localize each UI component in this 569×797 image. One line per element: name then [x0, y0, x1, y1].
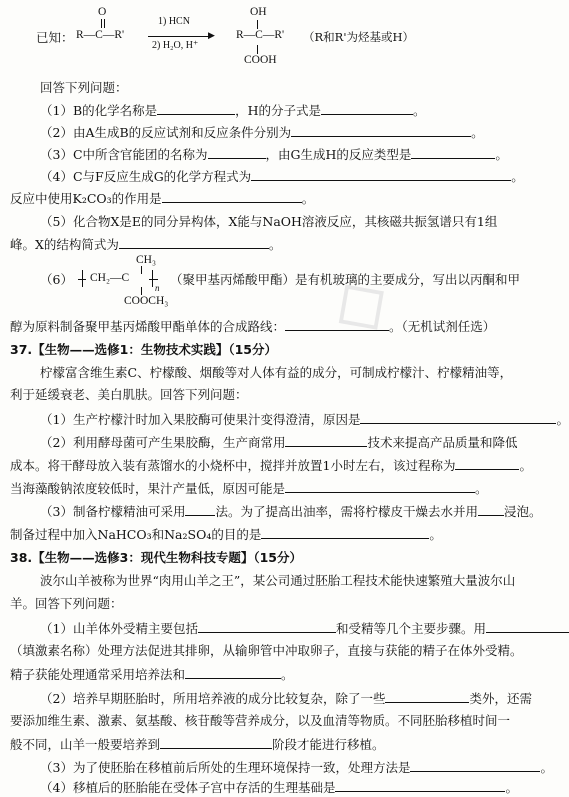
q38-2-cont2 [10, 736, 385, 753]
q37-2-text-e: 当海藻酸钠浓度较低时，果汁产量低，原因可能是 [10, 481, 286, 496]
hydroxyl-group: OH [250, 6, 267, 18]
q37-2-blank-c[interactable] [285, 480, 475, 493]
q38-3 [40, 759, 553, 776]
q36-6-cont [10, 318, 495, 335]
q36-intro: 回答下列问题： [40, 80, 128, 95]
reaction-note: （R和R'为烃基或H） [303, 30, 415, 44]
polymer-bond-right [149, 279, 158, 280]
q38-2-text-a: （2）培养早期胚胎时，所用培养液的成分比较复杂，除了一些 [40, 691, 386, 706]
q37-title: 37.【生物——选修1：生物技术实践】（15分） [10, 342, 277, 357]
q36-5-text-b: 峰。X的结构简式为 [10, 237, 119, 252]
q36-3 [40, 146, 508, 163]
q36-4-text-d: 。 [301, 191, 315, 206]
q37-2-text-a: （2）利用酵母菌可产生果胶酶，生产商常用 [40, 435, 286, 450]
q37-3-text-a: （3）制备柠檬精油可采用 [40, 504, 186, 519]
q37-2-blank-a[interactable] [285, 434, 367, 447]
q36-1-blank-b[interactable] [321, 102, 413, 115]
q37-3-cont [10, 526, 442, 543]
q38-1-text-d: 精子获能处理通常采用培养法和 [10, 667, 186, 682]
q37-3-blank-c[interactable] [261, 526, 429, 539]
reaction-prefix: 已知： [36, 30, 74, 45]
q36-4-blank-a[interactable] [251, 168, 511, 181]
q37-3-text-b: 法。为了提高出油率，需将柠檬皮干燥去水并用 [215, 504, 478, 519]
q36-3-blank-a[interactable] [208, 146, 266, 159]
carboxyl-group: COOH [244, 54, 277, 66]
polymer-n: n [155, 283, 160, 293]
q36-6-num: （6） [40, 272, 73, 287]
q38-para-2: 羊。回答下列问题： [10, 596, 123, 611]
q37-3 [40, 503, 542, 520]
q36-3-text-c: 。 [495, 147, 508, 162]
reaction-step-2: 2) H₂O, H⁺ [152, 40, 199, 51]
q38-1-text-b: 和受精等几个主要步骤。用 [335, 621, 486, 636]
double-bond-left [101, 19, 102, 28]
q37-3-blank-b[interactable] [478, 503, 504, 516]
q37-2-blank-b[interactable] [455, 457, 519, 470]
q38-2-text-d: 般不同，山羊一般要培养到 [10, 737, 161, 752]
q37-2 [40, 434, 517, 451]
q36-1-blank-a[interactable] [157, 102, 235, 115]
reactant: R—C—R' [76, 29, 125, 41]
double-bond-right [104, 19, 105, 28]
q38-para-1: 波尔山羊被称为世界“肉用山羊之王”，某公司通过胚胎工程技术能快速繁殖大量波尔山 [40, 573, 516, 588]
q36-4 [40, 168, 524, 185]
q37-para-2: 利于延缓衰老、美白肌肤。回答下列问题： [10, 387, 248, 402]
q38-1-blank-b[interactable] [486, 620, 569, 633]
q37-3-text-c: 浸泡。 [503, 504, 542, 519]
polymer-bond-top [141, 266, 142, 274]
carbonyl-oxygen: O [98, 6, 107, 18]
q37-3-blank-a[interactable] [185, 503, 215, 516]
bond-cooh [257, 45, 258, 54]
q38-1-text-a: （1）山羊体外受精主要包括 [40, 621, 198, 636]
q36-6-text-b: 醇为原料制备聚甲基丙烯酸甲酯单体的合成路线： [10, 319, 286, 334]
arrow-head-icon: ▶ [208, 30, 215, 40]
q38-2-cont: 要添加维生素、激素、氨基酸、核苷酸等营养成分，以及血清等物质。不同胚胎移植时间一 [10, 713, 511, 728]
reaction-arrow [148, 36, 212, 37]
q38-3-blank[interactable] [410, 759, 540, 772]
q38-1-blank-a[interactable] [198, 620, 336, 633]
q38-3-text-a: （3）为了使胚胎在移植前后所处的生理环境保持一致，处理方法是 [40, 760, 411, 775]
q36-4-blank-b[interactable] [162, 190, 302, 203]
q38-4-text-a: （4）移植后的胚胎能在受体子宫中存活的生理基础是 [40, 780, 336, 795]
q37-1-text-a: （1）生产柠檬汁时加入果胶酶可使果汁变得澄清，原因是 [40, 412, 361, 427]
q38-3-text-b: 。 [540, 760, 553, 775]
q36-4-text-c: 反应中使用K₂CO₃的作用是 [10, 191, 162, 206]
q36-5-text-c: 。 [268, 237, 282, 252]
polymer-backbone: CH₂—C [90, 272, 130, 284]
q36-5-blank[interactable] [119, 236, 269, 249]
q36-4-cont [10, 190, 314, 207]
q37-1-text-b: 。 [556, 412, 569, 427]
q37-2-cont [10, 457, 532, 474]
q38-2-blank-a[interactable] [385, 690, 469, 703]
q36-6-blank[interactable] [285, 318, 389, 331]
q38-4-blank[interactable] [335, 779, 505, 792]
q37-3-text-d: 制备过程中加入NaHCO₃和Na₂SO₄的目的是 [10, 527, 262, 542]
q37-2-text-c: 成本。将干酵母放入装有蒸馏水的小烧杯中，搅拌并放置1小时左右，该过程称为 [10, 458, 456, 473]
q38-1-blank-c[interactable] [185, 666, 281, 679]
q36-6-text-a: （聚甲基丙烯酸甲酯）是有机玻璃的主要成分，写出以丙酮和甲 [170, 272, 521, 287]
q38-2 [40, 690, 532, 707]
q36-5-cont [10, 236, 281, 253]
q36-2-text-a: （2）由A生成B的反应试剂和反应条件分别为 [40, 125, 292, 140]
q38-title: 38.【生物——选修3：现代生物科技专题】（15分） [10, 550, 302, 565]
q37-2-text-b: 技术来提高产品质量和降低 [367, 435, 518, 450]
q36-5: （5）化合物X是E的同分异构体，X能与NaOH溶液反应，其核磁共振氢谱只有1组 [40, 214, 498, 229]
q37-2-text-f: 。 [475, 481, 488, 496]
q37-2-text-d: 。 [519, 458, 532, 473]
q36-6-text-c: 。（无机试剂任选） [389, 319, 496, 334]
q38-2-blank-b[interactable] [160, 736, 272, 749]
q38-2-text-e: 阶段才能进行移植。 [272, 737, 385, 752]
q38-1 [40, 620, 569, 637]
bond-oh [257, 20, 258, 29]
q37-1-blank[interactable] [360, 411, 556, 424]
watermark: ◇ [310, 251, 405, 353]
q36-3-text-b: ，由G生成H的反应类型是 [265, 147, 412, 162]
q36-1-text-a: （1）B的化学名称是 [40, 103, 158, 118]
q37-1 [40, 411, 569, 428]
reaction-step-1: 1) HCN [158, 16, 190, 27]
polymer-ester: COOCH₃ [124, 295, 169, 307]
q36-4-text-b: 。 [511, 169, 524, 184]
polymer-methyl: CH₃ [136, 254, 156, 266]
q38-4-text-b: 。 [505, 780, 518, 795]
q36-1 [40, 102, 426, 119]
q36-1-text-b: ，H的分子式是 [235, 103, 322, 118]
q38-2-text-b: 类外，还需 [469, 691, 532, 706]
q36-4-text-a: （4）C与F反应生成G的化学方程式为 [40, 169, 252, 184]
q36-3-text-a: （3）C中所含官能团的名称为 [40, 147, 208, 162]
q36-2 [40, 124, 484, 141]
q37-para-1: 柠檬富含维生素C、柠檬酸、烟酸等对人体有益的成分，可制成柠檬汁、柠檬精油等， [40, 365, 513, 380]
q36-2-text-b: 。 [471, 125, 484, 140]
product: R—C—R' [236, 29, 285, 41]
q38-4 [40, 779, 518, 796]
q36-1-text-c: 。 [413, 103, 426, 118]
q38-1-cont: （填激素名称）处理方法促进其排卵，从输卵管中冲取卵子，直接与获能的精子在体外受精。 [10, 643, 523, 658]
polymer-bracket-left [82, 270, 83, 287]
q36-2-blank[interactable] [291, 124, 471, 137]
q38-1-cont2 [10, 666, 294, 683]
q38-1-text-e: 。 [281, 667, 294, 682]
q37-2-cont2 [10, 480, 488, 497]
polymer-bond-bottom [141, 287, 142, 295]
q37-3-text-e: 。 [429, 527, 442, 542]
q36-3-blank-b[interactable] [411, 146, 495, 159]
